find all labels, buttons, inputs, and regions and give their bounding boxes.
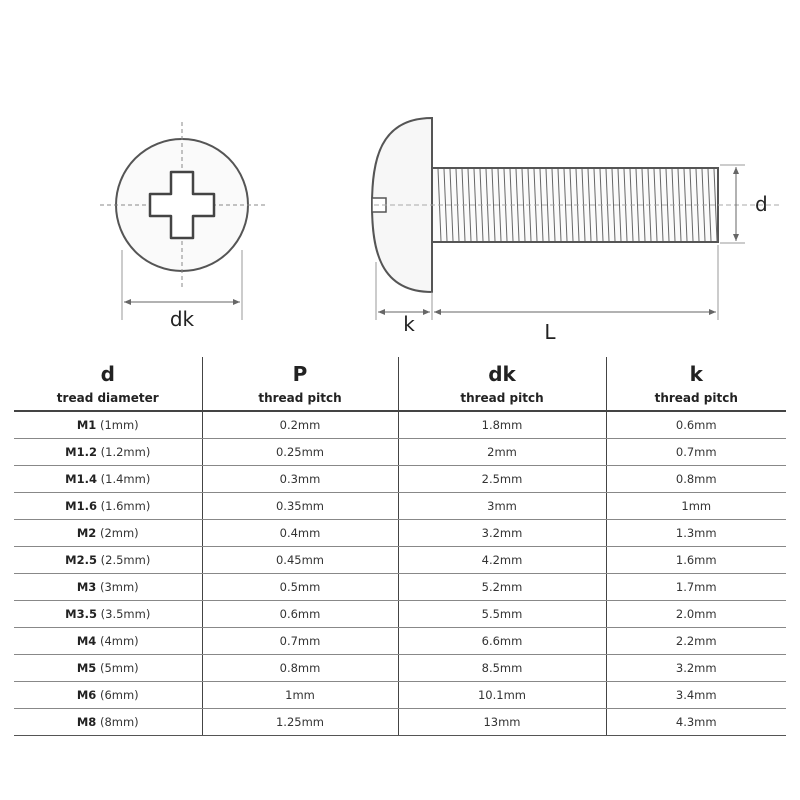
cell-k: 1.3mm — [606, 520, 786, 547]
size-in-mm: (6mm) — [99, 688, 139, 702]
cell-pitch: 1mm — [202, 682, 398, 709]
size-designation: M1.6 — [65, 499, 97, 513]
size-in-mm: (1.4mm) — [100, 472, 151, 486]
size-designation: M5 — [76, 661, 97, 675]
header-symbol: k — [689, 361, 703, 386]
size-designation: M4 — [76, 634, 97, 648]
cell-dk: 13mm — [398, 709, 606, 736]
cell-pitch: 0.25mm — [202, 439, 398, 466]
cell-size — [14, 709, 202, 736]
size-designation: M1.2 — [65, 445, 97, 459]
table-row — [14, 655, 786, 682]
size-in-mm: (3mm) — [99, 580, 139, 594]
size-designation: M3 — [76, 580, 97, 594]
cell-pitch: 0.8mm — [202, 655, 398, 682]
cell-dk: 10.1mm — [398, 682, 606, 709]
size-in-mm: (1.6mm) — [100, 499, 151, 513]
size-designation: M2 — [76, 526, 97, 540]
cell-k: 0.7mm — [606, 439, 786, 466]
cell-size — [14, 628, 202, 655]
header-symbol: d — [100, 361, 115, 386]
cell-dk: 6.6mm — [398, 628, 606, 655]
table-row — [14, 601, 786, 628]
screw-diagram — [0, 0, 800, 355]
table-row — [14, 466, 786, 493]
cell-dk: 2mm — [398, 439, 606, 466]
header-symbol: P — [292, 361, 308, 386]
size-designation: M3.5 — [65, 607, 97, 621]
cell-dk: 3.2mm — [398, 520, 606, 547]
cell-pitch: 0.45mm — [202, 547, 398, 574]
header-subtitle: thread pitch — [460, 390, 544, 405]
size-in-mm: (1mm) — [99, 418, 139, 432]
cell-pitch: 0.35mm — [202, 493, 398, 520]
cell-pitch: 0.2mm — [202, 411, 398, 439]
cell-k: 3.4mm — [606, 682, 786, 709]
table-row — [14, 439, 786, 466]
size-designation: M8 — [76, 715, 97, 729]
table-row — [14, 493, 786, 520]
screw-head-top-view — [100, 122, 268, 331]
cell-k: 0.6mm — [606, 411, 786, 439]
cell-dk: 5.2mm — [398, 574, 606, 601]
k-label: k — [403, 312, 415, 336]
cell-k: 1.6mm — [606, 547, 786, 574]
cell-size — [14, 655, 202, 682]
header-dk — [398, 357, 606, 411]
cell-k: 2.2mm — [606, 628, 786, 655]
cell-pitch: 0.5mm — [202, 574, 398, 601]
cell-k: 2.0mm — [606, 601, 786, 628]
cell-size — [14, 601, 202, 628]
cell-dk: 4.2mm — [398, 547, 606, 574]
header-subtitle: tread diameter — [56, 390, 159, 405]
size-in-mm: (8mm) — [99, 715, 139, 729]
table-row — [14, 682, 786, 709]
table-row — [14, 574, 786, 601]
d-label: d — [755, 192, 768, 216]
table-row — [14, 547, 786, 574]
cell-dk: 8.5mm — [398, 655, 606, 682]
screw-size-table — [14, 357, 786, 736]
size-in-mm: (3.5mm) — [100, 607, 151, 621]
table-row — [14, 411, 786, 439]
cell-pitch: 0.6mm — [202, 601, 398, 628]
cell-pitch: 0.7mm — [202, 628, 398, 655]
cell-dk: 2.5mm — [398, 466, 606, 493]
cell-pitch: 1.25mm — [202, 709, 398, 736]
cell-size — [14, 466, 202, 493]
header-p — [202, 357, 398, 411]
header-d — [14, 357, 202, 411]
cell-k: 1.7mm — [606, 574, 786, 601]
cell-k: 3.2mm — [606, 655, 786, 682]
table-row — [14, 709, 786, 736]
cell-size — [14, 493, 202, 520]
screw-side-view — [372, 118, 780, 344]
size-in-mm: (2mm) — [99, 526, 139, 540]
cell-size — [14, 547, 202, 574]
size-in-mm: (4mm) — [99, 634, 139, 648]
cell-size — [14, 439, 202, 466]
header-symbol: dk — [488, 361, 516, 386]
cell-pitch: 0.4mm — [202, 520, 398, 547]
cell-dk: 5.5mm — [398, 601, 606, 628]
size-in-mm: (5mm) — [99, 661, 139, 675]
cell-k: 4.3mm — [606, 709, 786, 736]
cell-pitch: 0.3mm — [202, 466, 398, 493]
cell-size — [14, 574, 202, 601]
size-designation: M1.4 — [65, 472, 97, 486]
size-designation: M6 — [76, 688, 97, 702]
dk-label: dk — [169, 307, 195, 331]
L-label: L — [544, 320, 556, 344]
header-subtitle: thread pitch — [654, 390, 738, 405]
size-in-mm: (1.2mm) — [100, 445, 151, 459]
table-row — [14, 520, 786, 547]
table-header-row — [14, 357, 786, 411]
cell-k: 0.8mm — [606, 466, 786, 493]
cell-k: 1mm — [606, 493, 786, 520]
size-designation: M2.5 — [65, 553, 97, 567]
cell-dk: 1.8mm — [398, 411, 606, 439]
size-in-mm: (2.5mm) — [100, 553, 151, 567]
cell-size — [14, 682, 202, 709]
size-designation: M1 — [76, 418, 97, 432]
cell-dk: 3mm — [398, 493, 606, 520]
header-subtitle: thread pitch — [258, 390, 342, 405]
cell-size — [14, 520, 202, 547]
header-k — [606, 357, 786, 411]
cell-size — [14, 411, 202, 439]
table-row — [14, 628, 786, 655]
